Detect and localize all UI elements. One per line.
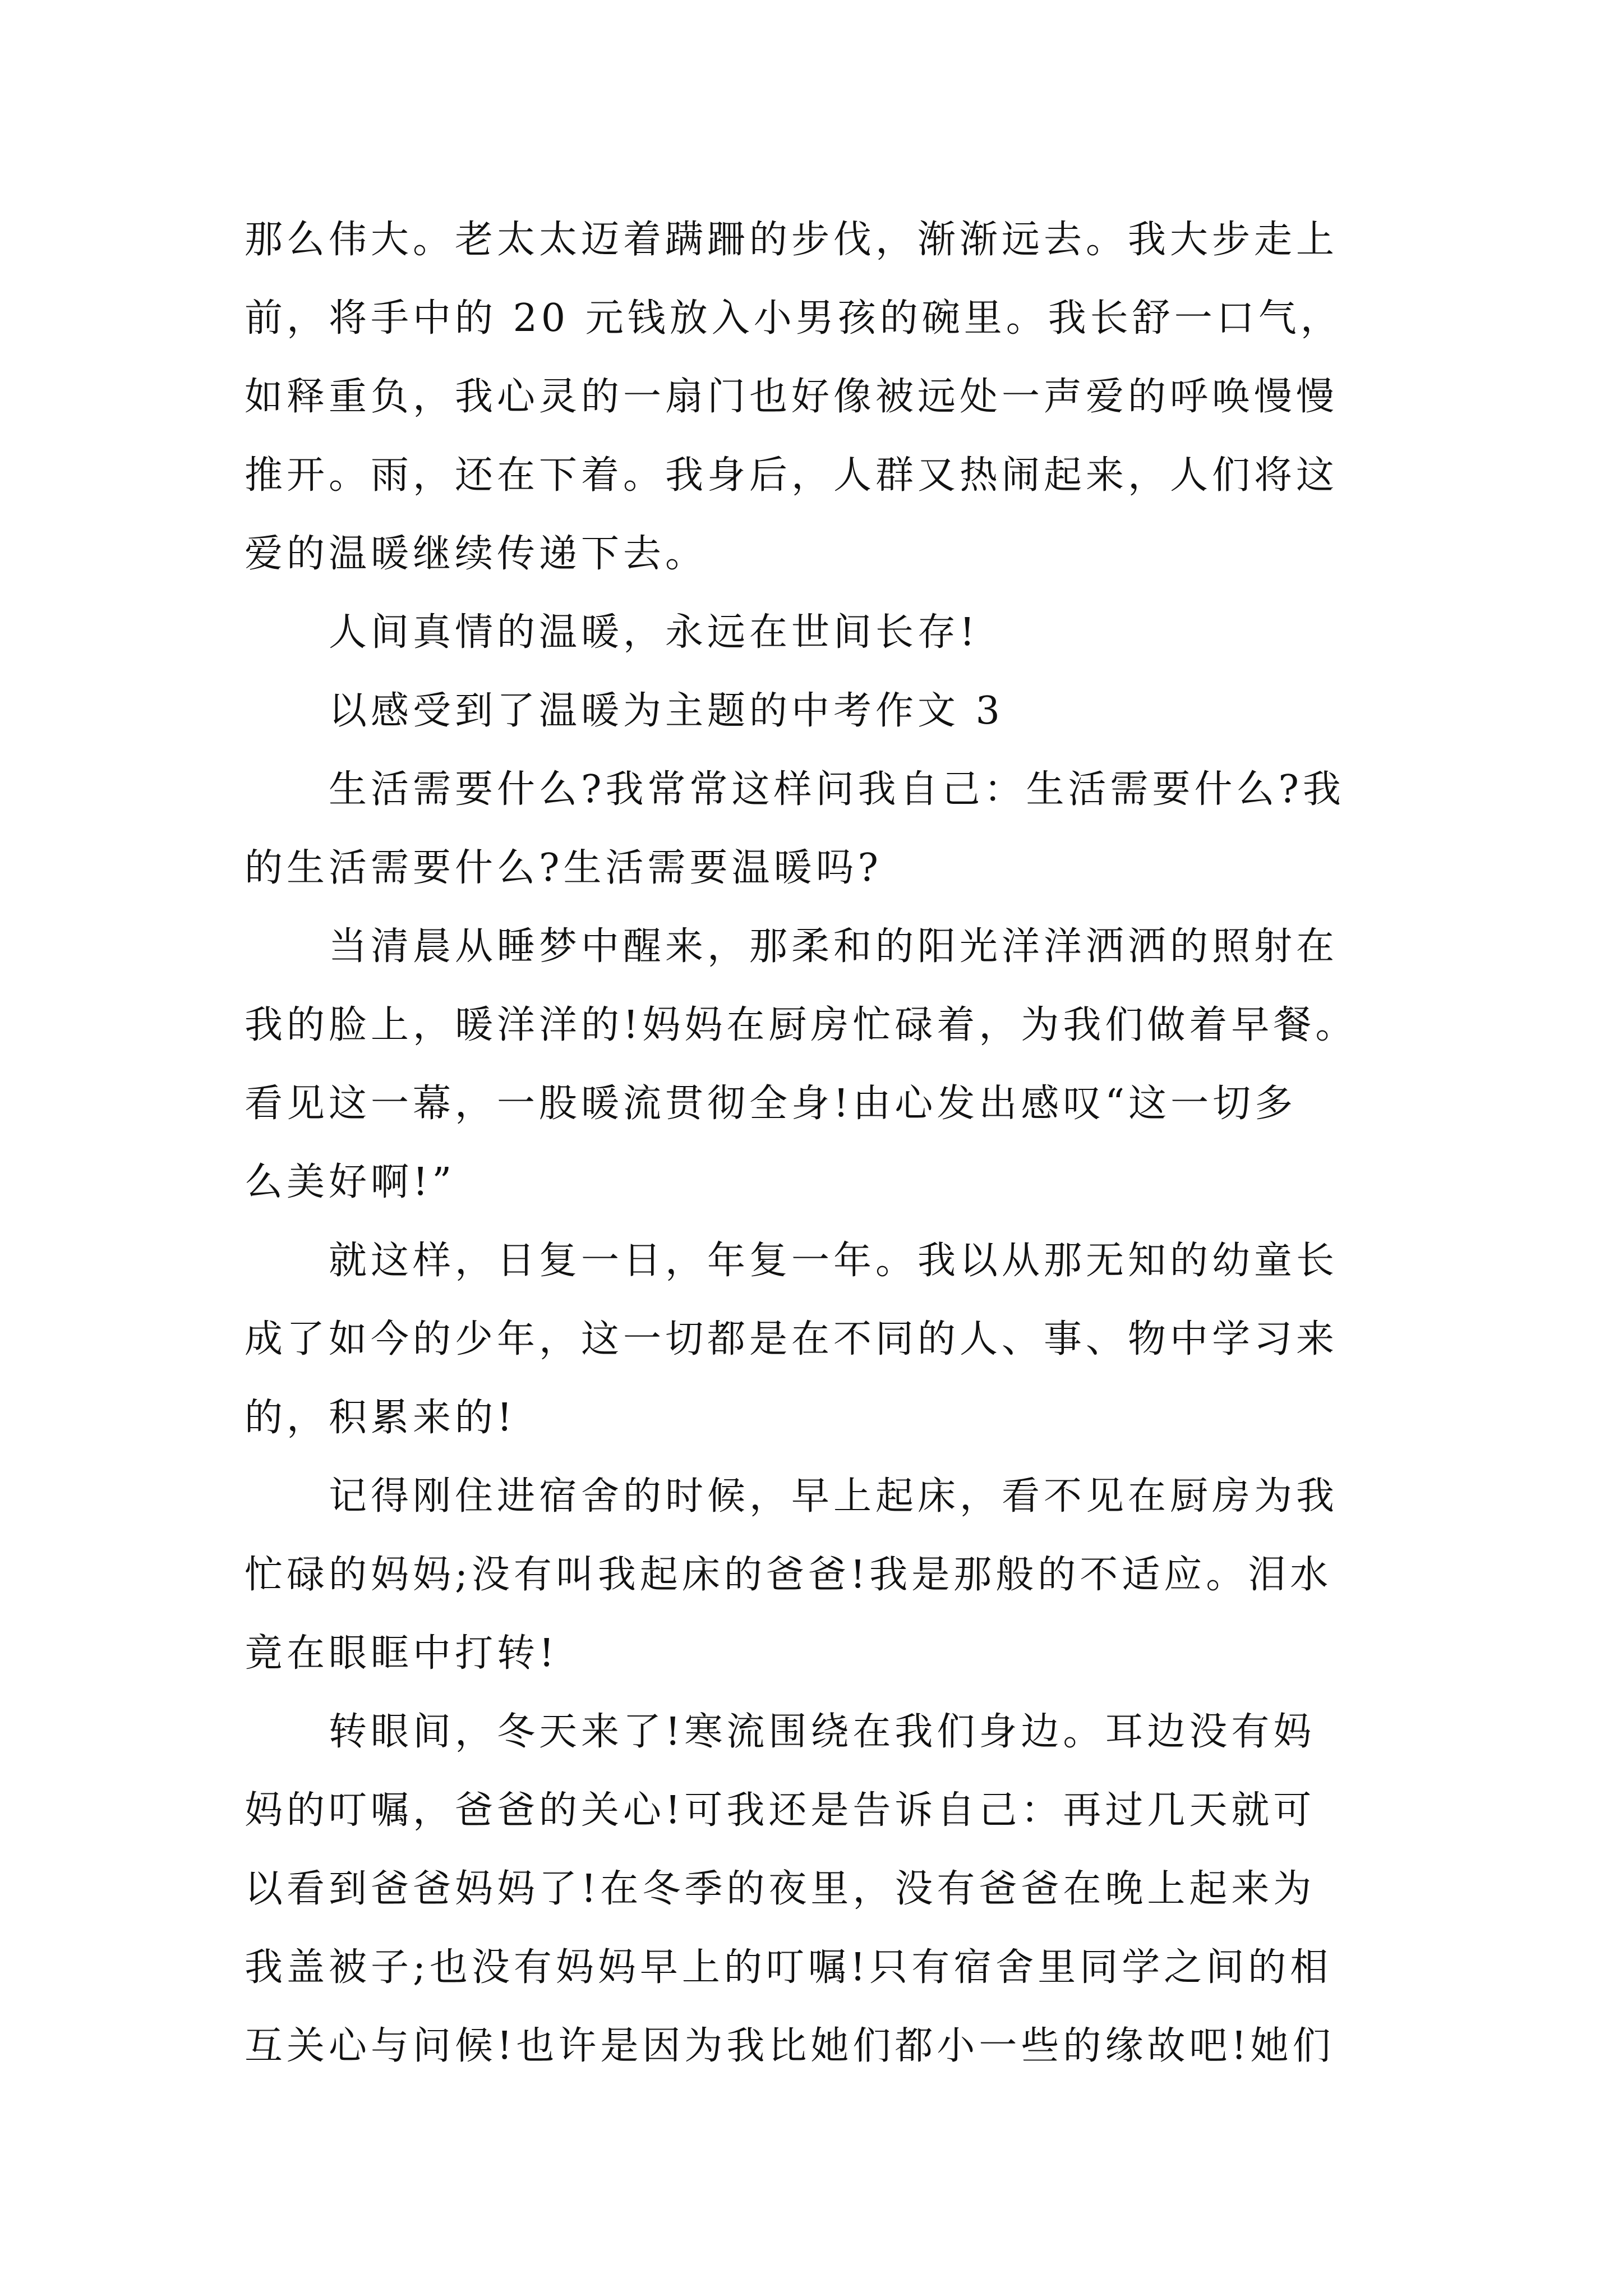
- text-line: 我盖被子;也没有妈妈早上的叮嘱!只有宿舍里同学之间的相: [245, 1945, 1332, 1990]
- text-line: 么美好啊!”: [245, 1160, 456, 1204]
- essay-body: [245, 201, 1411, 2086]
- paragraph: [245, 908, 1411, 1222]
- text-line: 推开。雨，还在下着。我身后，人群又热闹起来，人们将这: [245, 453, 1339, 498]
- text-line: 生活需要什么?我常常这样问我自己：生活需要什么?我: [329, 767, 1345, 812]
- text-line: 记得刚住进宿舍的时候，早上起床，看不见在厨房为我: [329, 1474, 1339, 1519]
- text-line: 成了如今的少年，这一切都是在不同的人、事、物中学习来: [245, 1317, 1339, 1361]
- text-line: 互关心与问候!也许是因为我比她们都小一些的缘故吧!她们: [245, 2024, 1335, 2068]
- text-line: 转眼间，冬天来了!寒流围绕在我们身边。耳边没有妈: [329, 1710, 1316, 1754]
- text-line: 如释重负，我心灵的一扇门也好像被远处一声爱的呼唤慢慢: [245, 375, 1339, 419]
- text-line: 我的脸上，暖洋洋的!妈妈在厨房忙碌着，为我们做着早餐。: [245, 1003, 1358, 1047]
- paragraph: [245, 593, 1411, 672]
- text-line: 就这样，日复一日，年复一年。我以从那无知的幼童长: [329, 1239, 1339, 1283]
- paragraph: [245, 201, 1411, 593]
- paragraph: [245, 1693, 1411, 2086]
- paragraph: [245, 1457, 1411, 1693]
- text-line: 人间真情的温暖，永远在世间长存!: [329, 610, 979, 655]
- text-line: 前，将手中的 20 元钱放入小男孩的碗里。我长舒一口气，: [245, 296, 1343, 341]
- paragraph: [245, 751, 1411, 908]
- text-line: 的，积累来的!: [245, 1396, 517, 1440]
- text-line: 以看到爸爸妈妈了!在冬季的夜里，没有爸爸在晚上起来为: [245, 1867, 1316, 1911]
- text-line: 以感受到了温暖为主题的中考作文 3: [329, 689, 1004, 733]
- text-line: 当清晨从睡梦中醒来，那柔和的阳光洋洋洒洒的照射在: [329, 924, 1339, 969]
- text-line: 爱的温暖继续传递下去。: [245, 532, 708, 576]
- paragraph: [245, 672, 1411, 751]
- paragraph: [245, 1222, 1411, 1457]
- text-line: 看见这一幕，一股暖流贯彻全身!由心发出感叹“这一切多: [245, 1082, 1297, 1126]
- text-line: 那么伟大。老太太迈着蹒跚的步伐，渐渐远去。我大步走上: [245, 218, 1339, 262]
- text-line: 竟在眼眶中打转!: [245, 1631, 559, 1676]
- text-line: 的生活需要什么?生活需要温暖吗?: [245, 846, 882, 890]
- text-line: 忙碌的妈妈;没有叫我起床的爸爸!我是那般的不适应。泪水: [245, 1553, 1332, 1597]
- text-line: 妈的叮嘱，爸爸的关心!可我还是告诉自己：再过几天就可: [245, 1788, 1316, 1833]
